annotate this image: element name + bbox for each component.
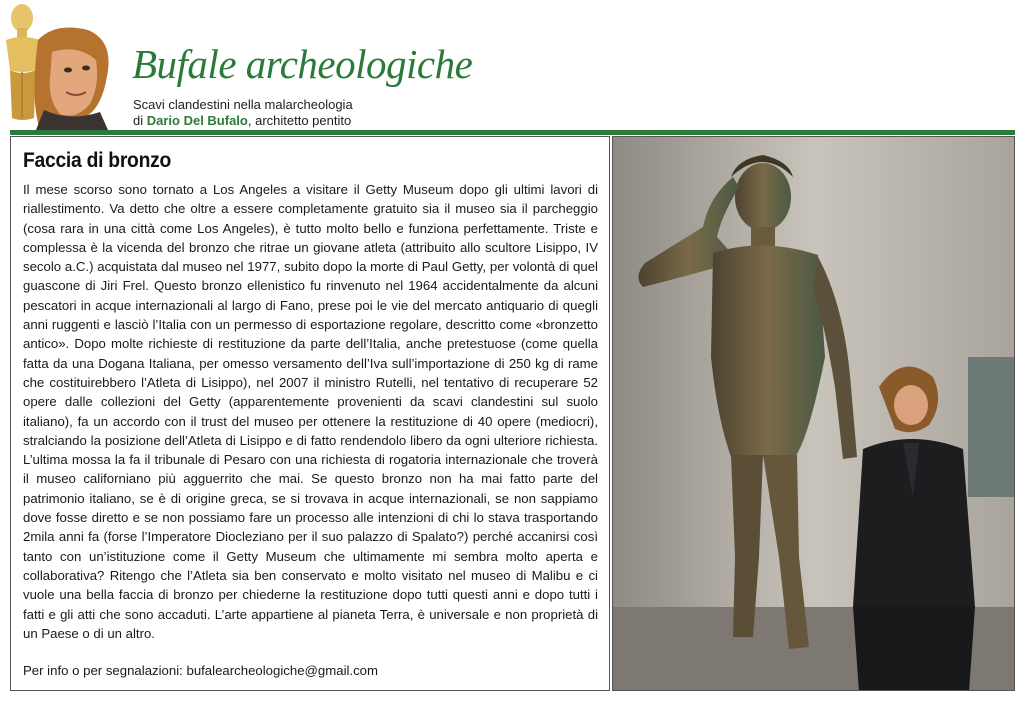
author-portrait [0, 0, 130, 130]
article-body: Il mese scorso sono tornato a Los Angeles a visitare il Getty Museum dopo gli ultimi lavori di riallestimento. Va detto che oltre a essere completamente gratuito sia il museo sia il parcheggio (cosa rara in una città come Los Angeles), è tutto molto bello e funziona perfettamente. Triste e complessa è la vicenda del bronzo che ritrae un giovane atleta (attribuito allo scultore Lisippo, IV secolo a.C.) acquistata dal museo nel 1977, subito dopo la morte di Paul Getty, per volontà di quel guascone di Jiri Frel. Questo bronzo ellenistico fu rinvenuto nel 1964 accidentalmente da alcuni pescatori in acque internazionali al largo di Fano, prese poi le vie del mercato antiquario di quegli anni ruggenti e lasciò l’Italia con un permesso di esportazione regolare, descritto come «bronzetto antico». Dopo molte richieste di restituzione da parte dell’Italia, anche pretestuose (come quella fatta da una Dogana Italiana, per omesso versamento dell’Iva sull’importazione di 250 kg di rame che costituirebbero l’Atleta di Lisippo), nel 2007 il ministro Rutelli, nel tentativo di recuperare 52 opere dalle collezioni del Getty (apparentemente provenienti da scavi clandestini sul suolo italiano), fa un accordo con il trust del museo per ottenere la restituzione di 40 opere (mediocri), stralciando la posizione dell’Atleta di Lisippo e di fatto rendendolo libero da ogni ulteriore richiesta. L’ultima mossa la fa il tribunale di Pesaro con una richiesta di rogatoria internazionale che troverà il museo californiano più agguerrito che mai. Se questo bronzo non ha mai fatto parte del patrimonio italiano, se è di origine greca, se si trovava in acque internazionali, se non sappiamo dove fosse diretto e se non possiamo fare un processo alle intenzioni di chi lo stava trasportando 2mila anni fa (forse l’Imperatore Diocleziano per il suo palazzo di Spalato?) perché accanirsi così tanto con un’istituzione come il Getty Museum che ultimamente mi sembra molto aperta e collaborativa? Ritengo che l’Atleta sia ben conservato e molto visitato nel museo di Malibu e ci vuole una bella faccia di bronzo per chiederne la restituzione dopo tutti questi anni e dopo tutti i fatti e gli atti che sono accaduti. L’arte appartiene al pianeta Terra, è universale e non proprietà di un Paese o di un altro. [23, 182, 598, 641]
subtitle-suffix: , architetto pentito [247, 113, 352, 128]
article-box [10, 136, 610, 691]
column-subtitle [133, 97, 353, 129]
author-face [34, 28, 108, 130]
subtitle-prefix: di [133, 113, 147, 128]
header-divider [10, 130, 1015, 135]
contact-line: Per info o per segnalazioni: bufalearcheologiche@gmail.com [23, 663, 379, 678]
author-name: Dario Del Bufalo [146, 113, 248, 128]
subtitle-line-2 [133, 113, 353, 129]
subtitle-line-1: Scavi clandestini nella malarcheologia [133, 97, 353, 112]
column-title: Bufale archeologiche [132, 41, 473, 87]
article-headline: Faccia di bronzo [23, 149, 172, 172]
statue-photo [612, 136, 1015, 691]
display-case [968, 357, 1015, 497]
